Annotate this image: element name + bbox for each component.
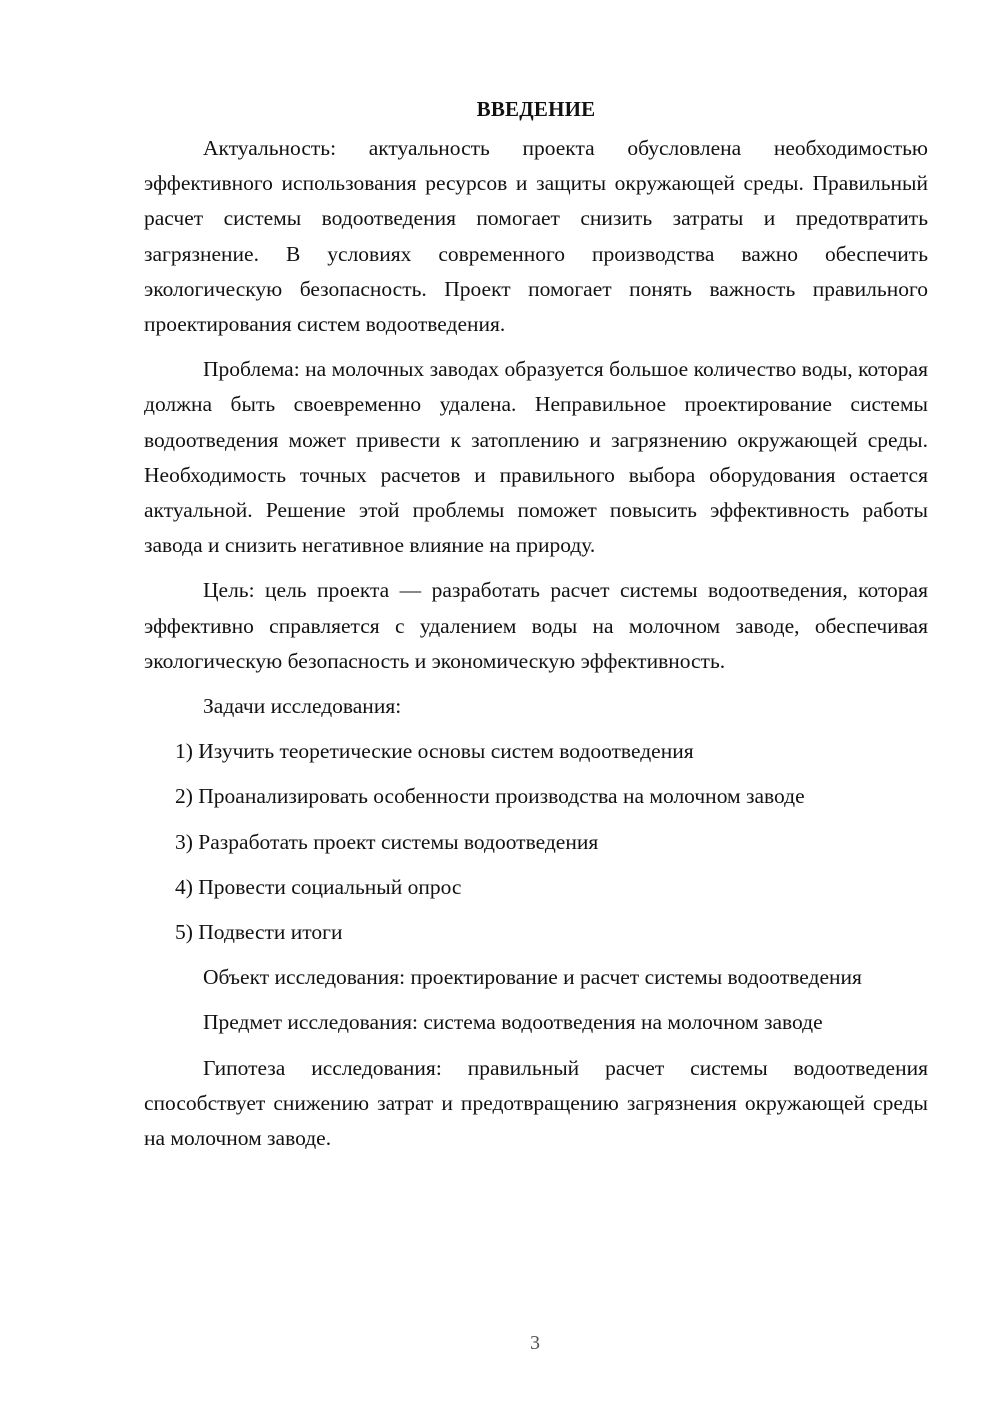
paragraph-problem: Проблема: на молочных заводах образуется большое количество воды, которая должна быть своевременно удалена. Неправильное проектирование системы водоотведения может привести к затоплению и загрязнению окружающей среды. Необходимость точных расчетов и правильного выбора оборудования остается актуальной. Решение этой проблемы поможет повысить эффективность работы завода и снизить негативное влияние на природу. [144, 357, 928, 558]
task-item-1: 1) Изучить теоретические основы систем водоотведения [175, 739, 694, 764]
task-item-3: 3) Разработать проект системы водоотведения [175, 829, 599, 854]
paragraph-goal: Цель: цель проекта — разработать расчет системы водоотведения, которая эффективно справляется с удалением воды на молочном заводе, обеспечивая экологическую безопасность и экономическую эффективность. [144, 578, 928, 673]
page-content [144, 92, 928, 1166]
paragraph-subject: Предмет исследования: система водоотведения на молочном заводе [203, 1010, 823, 1035]
task-item-5: 5) Подвести итоги [175, 920, 343, 945]
paragraph-relevance: Актуальность: актуальность проекта обусловлена необходимостью эффективного использования ресурсов и защиты окружающей среды. Правильный расчет системы водоотведения помогает снизить затраты и предотвратить загрязнение. В условиях современного производства важно обеспечить экологическую безопасность. Проект помогает понять важность правильного проектирования систем водоотведения. [144, 136, 928, 337]
paragraph-hypothesis: Гипотеза исследования: правильный расчет системы водоотведения способствует снижению затрат и предотвращению загрязнения окружающей среды на молочном заводе. [144, 1055, 928, 1151]
page-number: 3 [530, 1332, 540, 1354]
tasks-list [144, 734, 928, 950]
paragraph-object: Объект исследования: проектирование и расчет системы водоотведения [203, 965, 862, 990]
task-item-2: 2) Проанализировать особенности производства на молочном заводе [175, 784, 805, 809]
tasks-heading: Задачи исследования: [203, 694, 402, 719]
task-item-4: 4) Провести социальный опрос [175, 874, 462, 899]
section-title: ВВЕДЕНИЕ [476, 97, 596, 121]
